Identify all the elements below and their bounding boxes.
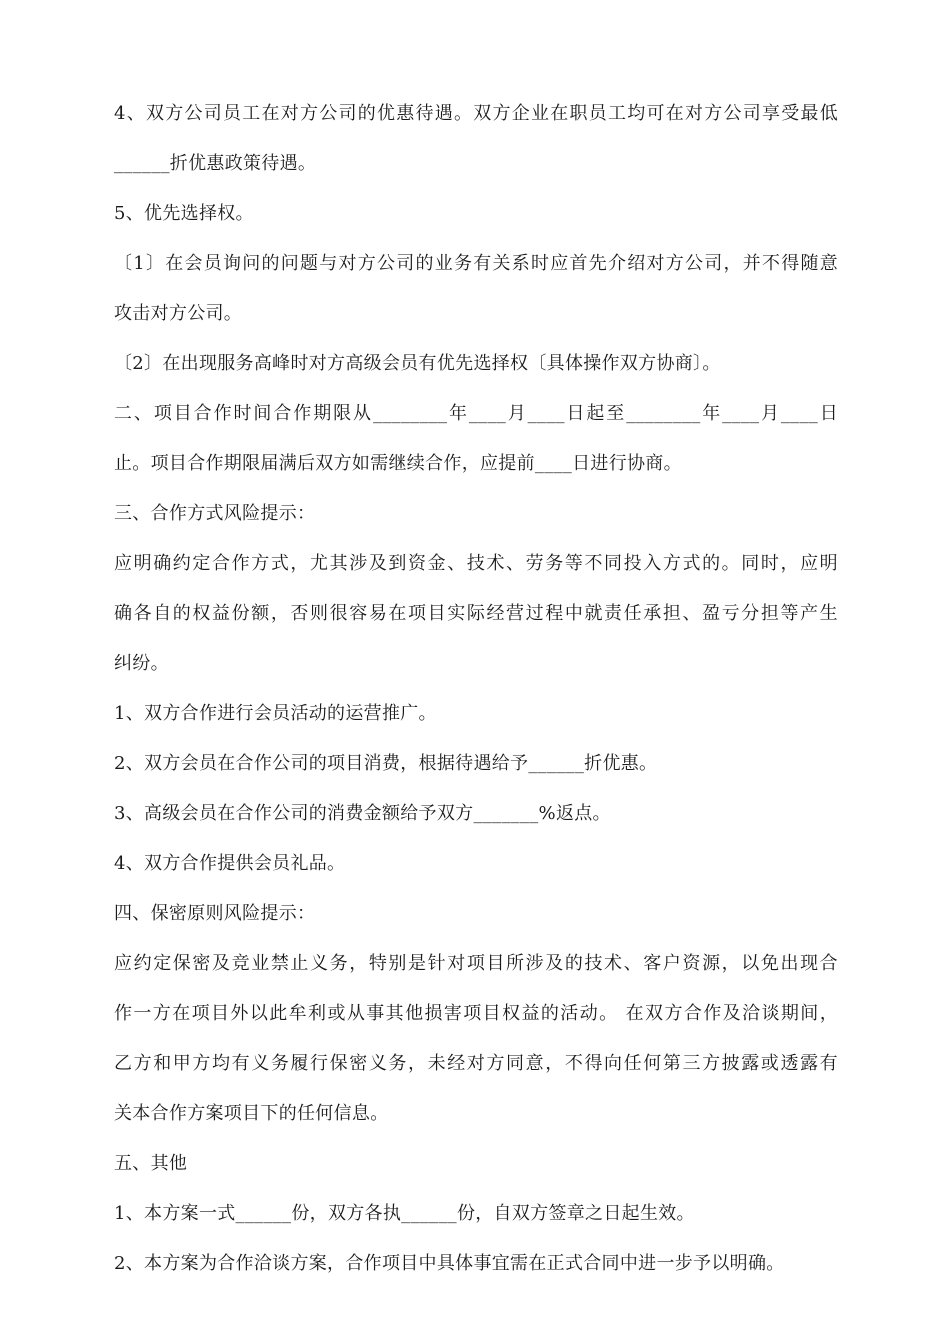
- text-line: 2、本方案为合作洽谈方案，合作项目中具体事宜需在正式合同中进一步予以明确。: [114, 1253, 785, 1274]
- text-line: 攻击对方公司。: [114, 303, 243, 324]
- text-line: 作一方在项目外以此牟利或从事其他损害项目权益的活动。 在双方合作及洽谈期间，: [114, 1003, 838, 1024]
- text-line: 3、高级会员在合作公司的消费金额给予双方_______%返点。: [114, 803, 611, 824]
- text-line: 2、双方会员在合作公司的项目消费，根据待遇给予______折优惠。: [114, 753, 658, 774]
- text-line: 止。项目合作期限届满后双方如需继续合作，应提前____日进行协商。: [114, 453, 682, 474]
- section-heading: 四、保密原则风险提示：: [114, 903, 316, 924]
- text-line: 1、双方合作进行会员活动的运营推广。: [114, 703, 437, 724]
- text-line: 应明确约定合作方式，尤其涉及到资金、技术、劳务等不同投入方式的。同时，应明: [114, 553, 838, 574]
- section-heading: 五、其他: [114, 1153, 188, 1174]
- text-line: 确各自的权益份额，否则很容易在项目实际经营过程中就责任承担、盈亏分担等产生: [114, 603, 838, 624]
- text-line: 关本合作方案项目下的任何信息。: [114, 1103, 389, 1124]
- text-line: 5、优先选择权。: [114, 203, 254, 224]
- text-line: 1、本方案一式______份，双方各执______份，自双方签章之日起生效。: [114, 1203, 695, 1224]
- text-line: 乙方和甲方均有义务履行保密义务，未经对方同意，不得向任何第三方披露或透露有: [114, 1053, 838, 1074]
- text-line: ______折优惠政策待遇。: [114, 153, 317, 174]
- text-line: 应约定保密及竞业禁止义务，特别是针对项目所涉及的技术、客户资源，以免出现合: [114, 953, 838, 974]
- section-heading: 三、合作方式风险提示：: [114, 503, 316, 524]
- text-line: 纠纷。: [114, 653, 169, 674]
- text-line: 〔1〕在会员询问的问题与对方公司的业务有关系时应首先介绍对方公司，并不得随意: [114, 253, 838, 274]
- text-line: 二、项目合作时间合作期限从________年____月____日起至________年____月____日: [114, 403, 838, 424]
- text-line: 4、双方公司员工在对方公司的优惠待遇。双方企业在职员工均可在对方公司享受最低: [114, 103, 838, 124]
- text-line: 〔2〕在出现服务高峰时对方高级会员有优先选择权〔具体操作双方协商〕。: [114, 353, 721, 374]
- text-line: 4、双方合作提供会员礼品。: [114, 853, 346, 874]
